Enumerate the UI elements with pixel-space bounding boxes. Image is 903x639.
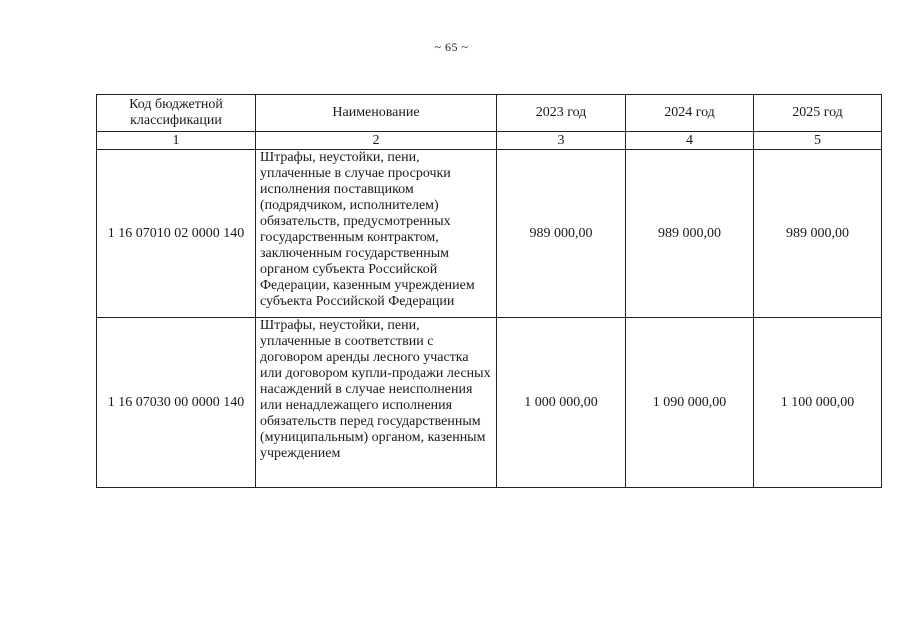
name-cell: Штрафы, неустойки, пени, уплаченные в случае просрочки исполнения поставщиком (подрядчиком, исполнителем) обязательств, предусмотренных государственным контрактом, заключенным государственным органом субъекта Российской Федерации, казенным учреждением субъекта Российской Федерации	[256, 150, 497, 318]
value-2025-cell: 1 100 000,00	[754, 318, 882, 488]
header-2024: 2024 год	[626, 95, 754, 132]
column-number: 5	[754, 132, 882, 150]
header-code: Код бюджетной классификации	[97, 95, 256, 132]
value-2024-cell: 1 090 000,00	[626, 318, 754, 488]
header-name: Наименование	[256, 95, 497, 132]
header-row	[97, 95, 882, 132]
name-cell: Штрафы, неустойки, пени, уплаченные в соответствии с договором аренды лесного участка или договором купли-продажи лесных насаждений в случае неисполнения или ненадлежащего исполнения обязательств перед государственным (муниципальным) органом, казенным учреждением	[256, 318, 497, 488]
value-2024-cell: 989 000,00	[626, 150, 754, 318]
column-number: 4	[626, 132, 754, 150]
header-2023: 2023 год	[497, 95, 626, 132]
column-number: 1	[97, 132, 256, 150]
header-2025: 2025 год	[754, 95, 882, 132]
page-number: ~ 65 ~	[434, 40, 469, 54]
column-number: 2	[256, 132, 497, 150]
table-row	[97, 150, 882, 318]
column-number-row	[97, 132, 882, 150]
table-row	[97, 318, 882, 488]
value-2025-cell: 989 000,00	[754, 150, 882, 318]
budget-code-cell: 1 16 07010 02 0000 140	[97, 150, 256, 318]
value-2023-cell: 1 000 000,00	[497, 318, 626, 488]
budget-code-cell: 1 16 07030 00 0000 140	[97, 318, 256, 488]
value-2023-cell: 989 000,00	[497, 150, 626, 318]
column-number: 3	[497, 132, 626, 150]
budget-table	[96, 94, 882, 488]
